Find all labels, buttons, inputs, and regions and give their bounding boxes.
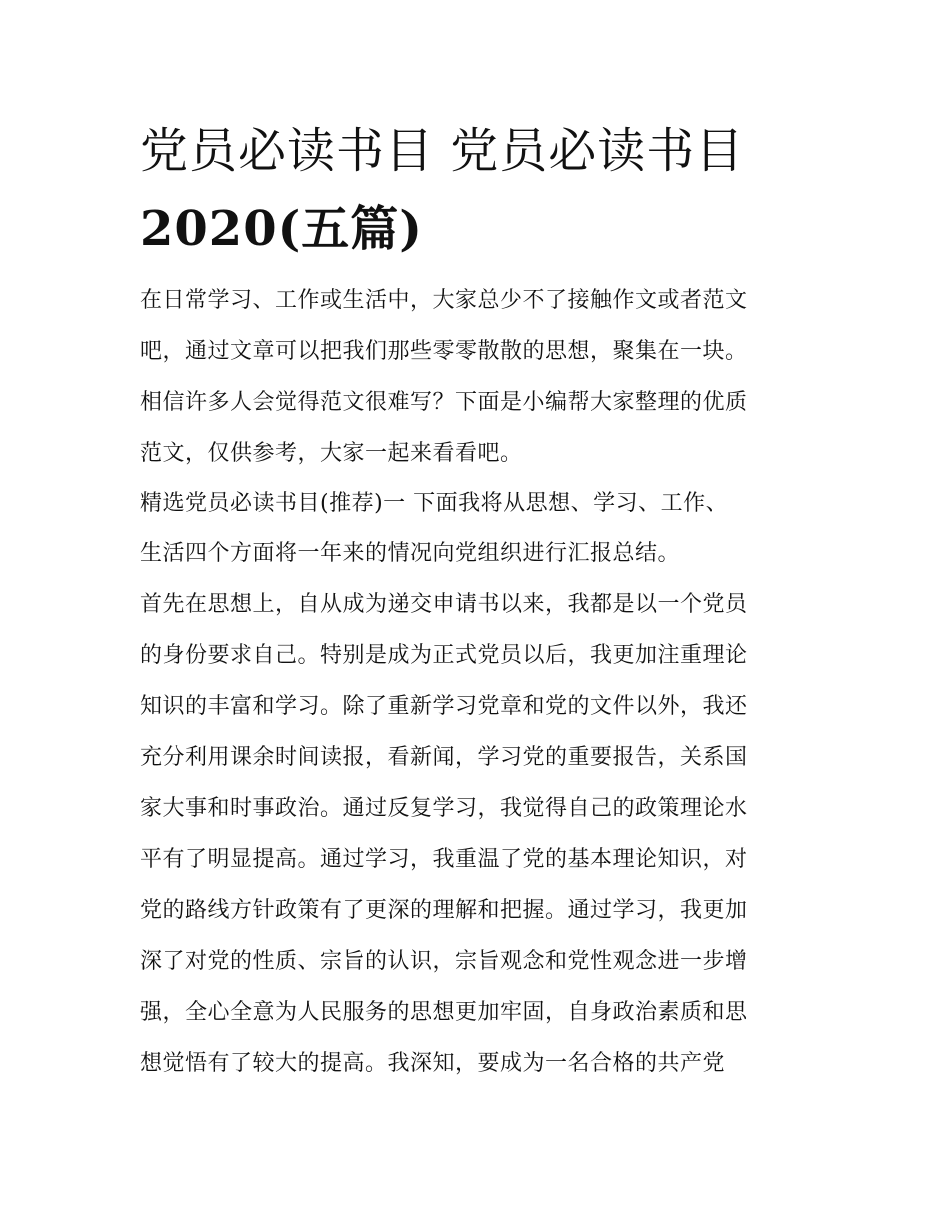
body-line: 精选党员必读书目(推荐)一 下面我将从思想、学习、工作、 xyxy=(140,491,729,516)
body-line: 相信许多人会觉得范文很难写？下面是小编帮大家整理的优质 xyxy=(140,390,748,415)
body-line: 在日常学习、工作或生活中，大家总少不了接触作文或者范文 xyxy=(140,288,748,313)
body-line: 范文，仅供参考，大家一起来看看吧。 xyxy=(140,441,523,466)
document-title xyxy=(140,112,840,268)
body-line: 知识的丰富和学习。除了重新学习党章和党的文件以外，我还 xyxy=(140,694,748,719)
body-line: 充分利用课余时间读报，看新闻，学习党的重要报告，关系国 xyxy=(140,745,748,770)
title-line-1: 党员必读书目 党员必读书目 xyxy=(140,123,745,179)
body-line: 平有了明显提高。通过学习，我重温了党的基本理论知识，对 xyxy=(140,847,748,872)
body-line: 生活四个方面将一年来的情况向党组织进行汇报总结。 xyxy=(140,541,681,566)
document-body xyxy=(140,275,830,1089)
body-line: 吧，通过文章可以把我们那些零零散散的思想，聚集在一块。 xyxy=(140,339,748,364)
body-line: 强，全心全意为人民服务的思想更加牢固，自身政治素质和思 xyxy=(140,1000,748,1025)
body-line: 想觉悟有了较大的提高。我深知，要成为一名合格的共产党 xyxy=(140,1051,726,1076)
title-line-2: 2020(五篇) xyxy=(140,201,424,257)
body-line: 家大事和时事政治。通过反复学习，我觉得自己的政策理论水 xyxy=(140,796,748,821)
body-line: 深了对党的性质、宗旨的认识，宗旨观念和党性观念进一步增 xyxy=(140,949,748,974)
body-line: 首先在思想上，自从成为递交申请书以来，我都是以一个党员 xyxy=(140,592,748,617)
body-line: 党的路线方针政策有了更深的理解和把握。通过学习，我更加 xyxy=(140,898,748,923)
body-line: 的身份要求自己。特别是成为正式党员以后，我更加注重理论 xyxy=(140,643,748,668)
